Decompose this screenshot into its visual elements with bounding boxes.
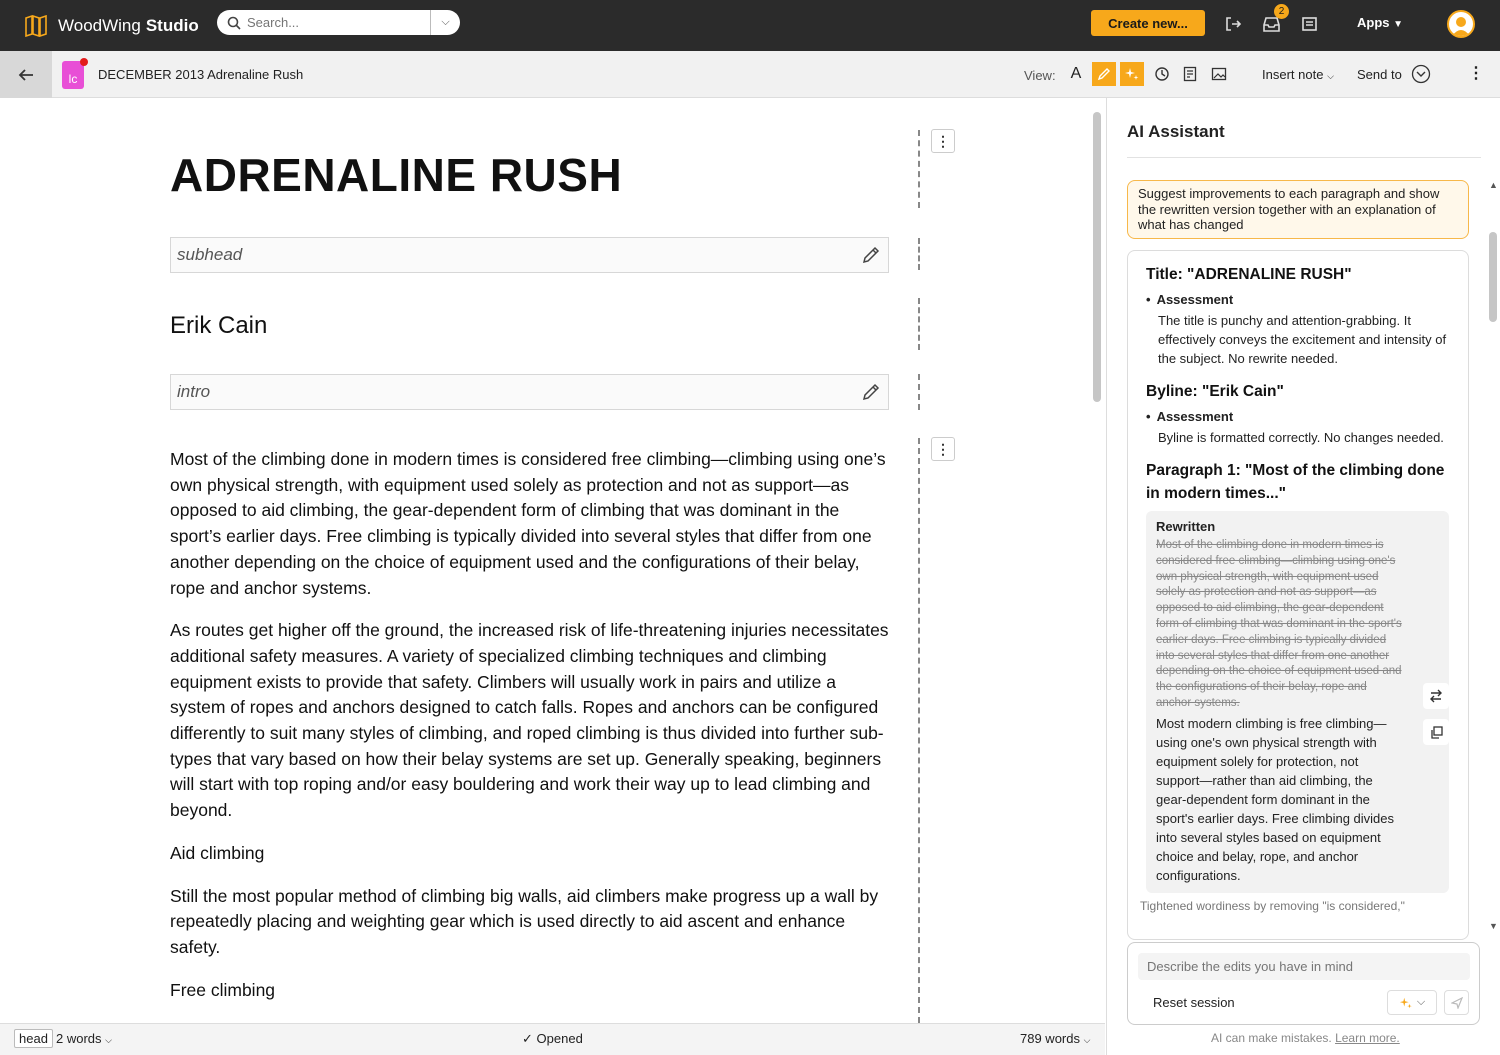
- messages-icon[interactable]: [1297, 12, 1321, 36]
- body-subheading[interactable]: Free climbing: [170, 979, 276, 1000]
- search-input[interactable]: [247, 15, 437, 30]
- document-title: DECEMBER 2013 Adrenaline Rush: [98, 67, 304, 82]
- replace-button[interactable]: [1423, 683, 1449, 709]
- kebab-icon: ⋮: [936, 132, 950, 149]
- component-menu-button[interactable]: [931, 129, 955, 153]
- ai-mode-dropdown[interactable]: [1387, 990, 1437, 1015]
- search-icon: [227, 16, 241, 30]
- divider: [1127, 157, 1481, 158]
- selection-words-label: 2 words: [56, 1031, 102, 1046]
- chevron-down-icon: ⌵: [1327, 71, 1334, 81]
- article-editor: [0, 98, 1105, 1023]
- app-logo[interactable]: [24, 15, 199, 37]
- subhead-field[interactable]: [170, 237, 889, 273]
- chevron-down-icon: ⌵: [441, 16, 450, 28]
- chevron-down-icon: ⌵: [1416, 996, 1426, 1008]
- section-heading: Paragraph 1: "Most of the climbing done in modern times...": [1146, 462, 1445, 502]
- document-state: [522, 1031, 583, 1047]
- component-divider: [918, 130, 920, 208]
- unsaved-indicator: [80, 58, 88, 66]
- component-divider: [918, 238, 920, 270]
- ai-panel-scrollbar[interactable]: [1489, 232, 1497, 322]
- search-scope-dropdown[interactable]: [430, 10, 460, 35]
- section-heading: Title: "ADRENALINE RUSH": [1146, 266, 1352, 283]
- component-divider: [918, 298, 920, 350]
- send-to-button[interactable]: [1357, 67, 1402, 82]
- view-edit-button[interactable]: [1092, 62, 1116, 86]
- insert-note-label: Insert note: [1262, 67, 1324, 82]
- layout-preview-button[interactable]: [1178, 62, 1202, 86]
- pencil-icon[interactable]: [862, 383, 880, 401]
- ai-assistant-panel: [1106, 98, 1500, 1055]
- assessment-text: Byline is formatted correctly. No changes needed.: [1158, 430, 1444, 445]
- image-view-button[interactable]: [1207, 62, 1231, 86]
- rewrite-box: [1146, 511, 1449, 893]
- editor-scrollbar[interactable]: [1093, 112, 1101, 402]
- body-paragraph[interactable]: Still the most popular method of climbing big walls, aid climbers make progress up a wall by repeatedly placing and weighting gear which is used directly to aid ascent and enhance safety.: [170, 885, 879, 957]
- send-to-dropdown[interactable]: [1409, 62, 1433, 86]
- user-icon: [1450, 14, 1472, 36]
- explanation-text: Tightened wordiness by removing "is considered,": [1140, 898, 1405, 913]
- apps-label: Apps: [1357, 15, 1390, 30]
- view-ai-button[interactable]: [1120, 62, 1144, 86]
- chevron-down-icon: ⌵: [105, 1035, 112, 1045]
- scroll-down-icon[interactable]: ▼: [1489, 921, 1498, 931]
- copy-button[interactable]: [1423, 719, 1449, 745]
- component-divider: [918, 374, 920, 410]
- history-button[interactable]: [1150, 62, 1174, 86]
- element-tag[interactable]: head: [14, 1029, 53, 1048]
- chevron-down-icon: ⌵: [1083, 1035, 1091, 1045]
- view-label: View:: [1024, 68, 1056, 83]
- insert-note-menu[interactable]: [1262, 67, 1334, 82]
- copy-icon: [1430, 726, 1443, 739]
- reset-session-button[interactable]: Reset session: [1153, 995, 1235, 1010]
- swap-icon: [1429, 689, 1443, 703]
- view-text-button[interactable]: [1064, 62, 1088, 86]
- doc-type-letters: lc: [68, 72, 78, 86]
- user-prompt-bubble: Suggest improvements to each paragraph and show the rewritten version together with an explanation of what has changed: [1127, 180, 1469, 239]
- panel-title: AI Assistant: [1127, 122, 1225, 141]
- text-view-glyph: A: [1070, 65, 1082, 82]
- status-bar: [0, 1023, 1105, 1055]
- bullet-label: • Assessment: [1146, 292, 1451, 307]
- brand-name-bold: Studio: [145, 15, 199, 35]
- arrow-left-icon: [18, 68, 34, 82]
- apps-menu[interactable]: [1357, 15, 1403, 30]
- component-menu-button[interactable]: [931, 437, 955, 461]
- chevron-circle-down-icon: [1411, 64, 1431, 84]
- rewritten-text[interactable]: Most modern climbing is free climbing—using one's own physical strength with equipment solely for protection, not support—rather than aid climbing, the gear-dependent form dominant in the sport's earlier days. Free climbing divides into several styles based on equipment choice and belay, rope, and anchor configurations.: [1156, 715, 1395, 883]
- selection-word-count[interactable]: [56, 1031, 112, 1046]
- ai-prompt-input[interactable]: [1138, 953, 1470, 980]
- send-to-label: Send to: [1357, 67, 1402, 82]
- ai-input-box: [1127, 942, 1480, 1025]
- article-body[interactable]: [170, 447, 892, 1023]
- section-heading: Byline: "Erik Cain": [1146, 383, 1284, 400]
- byline[interactable]: Erik Cain: [170, 312, 268, 339]
- document-state-label: Opened: [536, 1031, 583, 1046]
- learn-more-link[interactable]: Learn more.: [1335, 1031, 1400, 1045]
- assessment-text: The title is punchy and attention-grabbing. It effectively conveys the excitement and intensity of the subject. No rewrite needed.: [1158, 313, 1447, 366]
- component-divider: [918, 438, 920, 1023]
- more-options-button[interactable]: [1464, 62, 1488, 86]
- back-button[interactable]: [0, 51, 52, 98]
- brand-name: WoodWing: [58, 15, 141, 35]
- pencil-icon[interactable]: [862, 246, 880, 264]
- disclaimer-text: AI can make mistakes.: [1211, 1031, 1332, 1045]
- check-icon: ✓: [522, 1031, 533, 1046]
- document-layout-icon: [1183, 66, 1197, 82]
- original-text-struck: Most of the climbing done in modern times is considered free climbing—climbing using one's own physical strength, with equipment used solely as protection and not as support—as opposed to aid climbing, the gear-dependent form of climbing that was dominant in the sport's earlier days. Free climbing is typically divided into several styles that differ from one another depending on the choice of equipment used and the configurations of their belay, rope and anchor systems.: [1156, 539, 1402, 709]
- kebab-icon: ⋮: [1468, 65, 1484, 82]
- global-search: [217, 10, 460, 35]
- sparkles-icon: [1124, 66, 1140, 82]
- scroll-up-icon[interactable]: ▲: [1489, 180, 1498, 190]
- headline[interactable]: ADRENALINE RUSH: [170, 149, 623, 201]
- woodwing-logo-icon: [24, 15, 48, 37]
- ai-disclaimer: [1211, 1031, 1400, 1045]
- chevron-down-icon: ▼: [1393, 19, 1404, 30]
- body-paragraph[interactable]: As routes get higher off the ground, the increased risk of life-threatening injuries necessitates additional safety measures. A variety of specialized climbing techniques and climbing equipment exists to provide that safety. Climbers will usually work in pairs and utilize a system of ropes and anchors designed to catch falls. Ropes and anchors can be configured differently to suit many styles of climbing, and roped climbing is thus divided into further sub-types that vary based on how their belay systems are set up. Generally speaking, beginners will start with top roping and/or easy bouldering and work their way up to lead climbing and beyond.: [170, 620, 889, 821]
- sparkles-icon: [1399, 996, 1413, 1010]
- bullet-label: • Assessment: [1146, 409, 1451, 424]
- rewritten-label: Rewritten: [1156, 519, 1216, 534]
- body-paragraph[interactable]: Most of the climbing done in modern times is considered free climbing—climbing using one’s own physical strength, with equipment used solely as protection and not as support—as opposed to aid climbing, the gear-dependent form of climbing that was dominant in the sport’s earlier days. Free climbing is typically divided into several styles that differ from one another depending on the choice of equipment used and the configurations of their belay, rope and anchor systems.: [170, 449, 886, 598]
- send-button[interactable]: [1444, 990, 1469, 1015]
- subhead-placeholder: subhead: [177, 245, 243, 264]
- ai-response-content: [1140, 263, 1451, 913]
- body-subheading[interactable]: Aid climbing: [170, 842, 265, 863]
- user-avatar[interactable]: [1447, 10, 1475, 38]
- history-icon: [1154, 66, 1170, 82]
- total-word-count[interactable]: [1020, 1031, 1090, 1046]
- send-icon: [1451, 997, 1463, 1009]
- image-icon: [1211, 67, 1227, 81]
- ai-response-card: [1127, 250, 1469, 940]
- top-bar: [0, 0, 1500, 51]
- notification-badge: 2: [1274, 4, 1289, 19]
- intro-field[interactable]: [170, 374, 889, 410]
- pencil-icon: [1097, 67, 1111, 81]
- total-word-count-label: 789 words: [1020, 1031, 1080, 1046]
- document-toolbar: [0, 51, 1500, 98]
- logout-icon[interactable]: [1221, 12, 1245, 36]
- kebab-icon: ⋮: [936, 440, 950, 457]
- create-new-button[interactable]: Create new...: [1091, 10, 1205, 36]
- intro-placeholder: intro: [177, 382, 211, 401]
